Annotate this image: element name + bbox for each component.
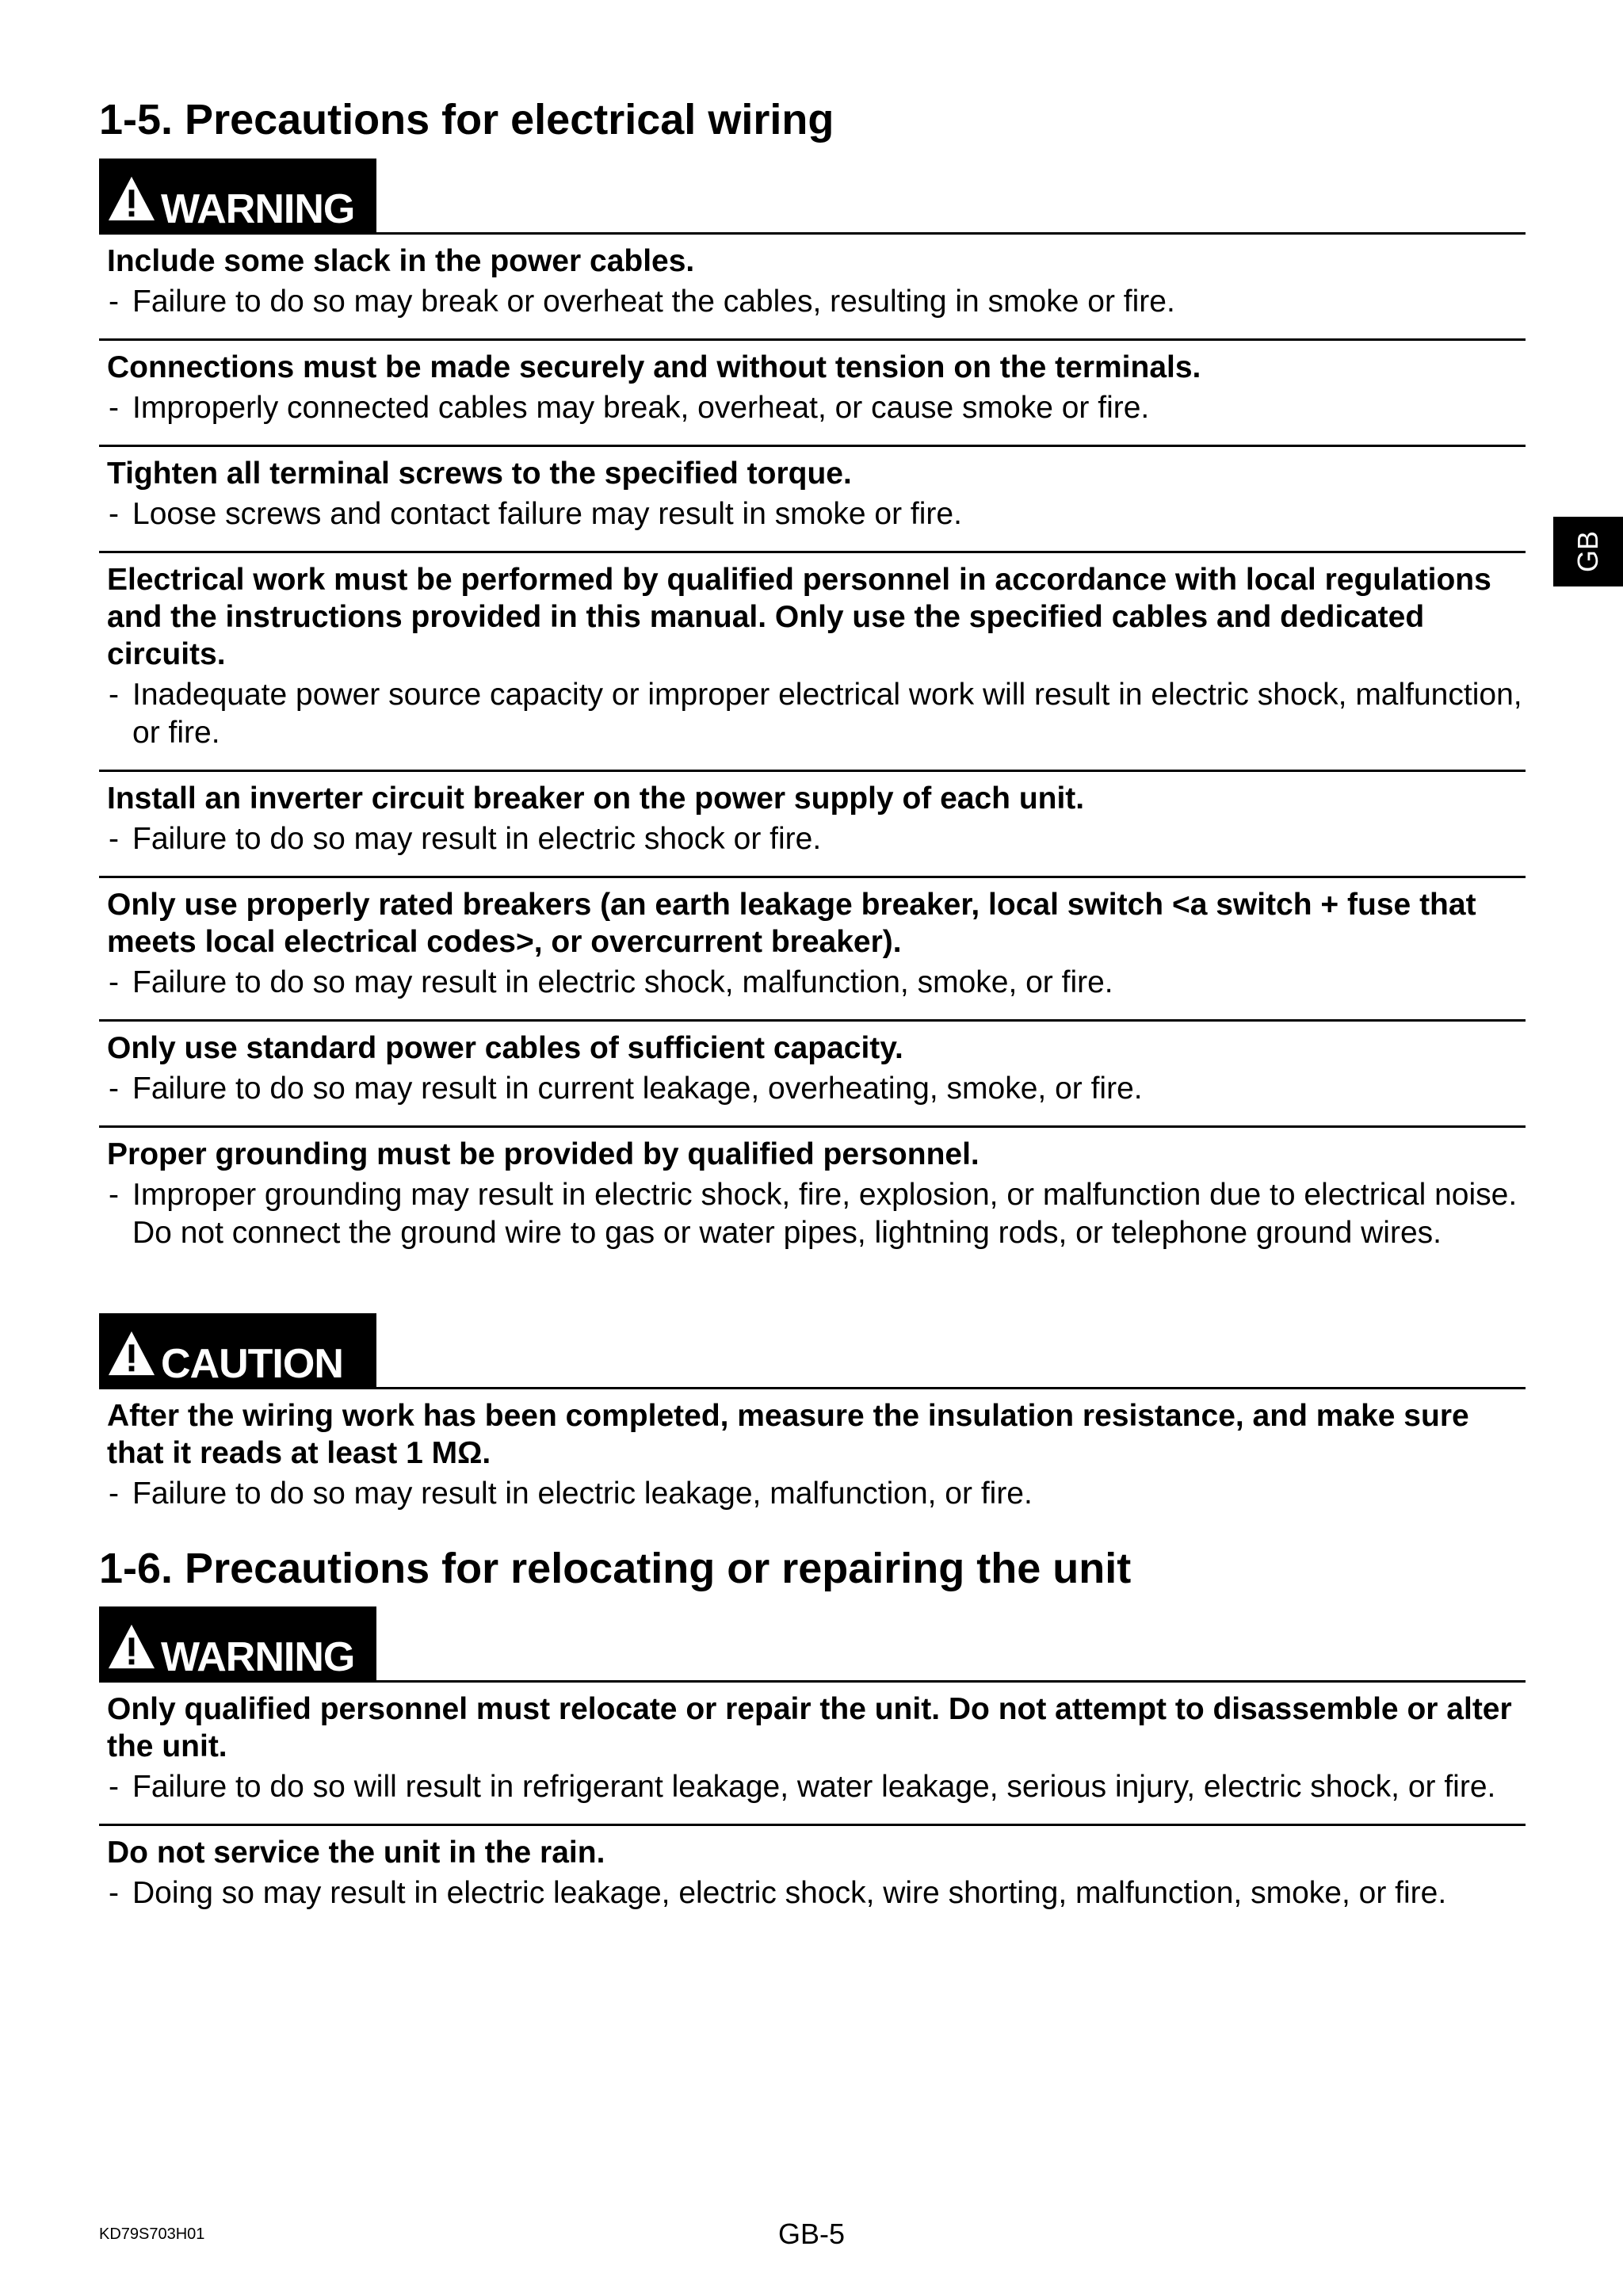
warning-triangle-icon	[107, 1622, 156, 1671]
list-item	[99, 876, 1526, 1019]
item-desc: - Improper grounding may result in electric shock, fire, explosion, or malfunction due to electrical noise. Do not connect the ground wire to gas or water pipes, lightning rods, or telephone ground wires.	[109, 1178, 1518, 1250]
item-title: Connections must be made securely and without tension on the terminals.	[107, 350, 1201, 384]
item-desc: - Inadequate power source capacity or improper electrical work will result in electric shock, malfunction, or fire.	[109, 678, 1522, 750]
warning-items-1-6	[99, 1680, 1526, 1930]
warning-label-text: WARNING	[161, 186, 355, 232]
language-tab	[1553, 517, 1623, 586]
item-title: Only qualified personnel must relocate or repair the unit. Do not attempt to disassemble or alter the unit.	[107, 1692, 1512, 1763]
list-item	[99, 1125, 1526, 1270]
item-title: Include some slack in the power cables.	[107, 244, 695, 278]
warning-triangle-icon	[107, 174, 156, 223]
list-item	[99, 551, 1526, 770]
item-title: Proper grounding must be provided by qualified personnel.	[107, 1137, 980, 1171]
item-desc: - Failure to do so may result in electric shock, malfunction, smoke, or fire.	[109, 965, 1113, 999]
warning-label-text: WARNING	[161, 1634, 355, 1680]
item-desc: - Loose screws and contact failure may result in smoke or fire.	[109, 497, 962, 531]
list-item	[99, 1824, 1526, 1930]
caution-badge	[99, 1313, 376, 1389]
warning-badge	[99, 159, 376, 235]
warning-items-1-5	[99, 232, 1526, 1270]
item-desc: - Improperly connected cables may break, overheat, or cause smoke or fire.	[109, 391, 1150, 425]
list-item	[99, 232, 1526, 338]
caution-label-text: CAUTION	[161, 1341, 343, 1387]
list-item	[99, 1019, 1526, 1125]
item-title: Only use standard power cables of sufficient capacity.	[107, 1031, 903, 1065]
warning-badge	[99, 1606, 376, 1683]
item-desc: - Failure to do so may result in electric shock or fire.	[109, 822, 822, 856]
list-item	[99, 445, 1526, 551]
page-number: GB-5	[778, 2218, 846, 2250]
list-item	[99, 1680, 1526, 1824]
item-title: Only use properly rated breakers (an earth leakage breaker, local switch <a switch + fuse that meets local electrical codes>, or overcurrent breaker).	[107, 888, 1476, 959]
list-item	[99, 770, 1526, 876]
item-title: Tighten all terminal screws to the specified torque.	[107, 457, 852, 491]
warning-label-1	[99, 159, 1526, 232]
list-item	[99, 338, 1526, 445]
item-title: After the wiring work has been completed, measure the insulation resistance, and make sure that it reads at least 1 MΩ.	[107, 1399, 1469, 1470]
caution-label	[99, 1313, 1526, 1387]
section-title-1-5: 1-5. Precautions for electrical wiring	[99, 96, 834, 143]
document-code: KD79S703H01	[99, 2225, 205, 2243]
caution-triangle-icon	[107, 1329, 156, 1378]
list-item	[99, 1387, 1526, 1530]
item-desc: - Failure to do so will result in refrigerant leakage, water leakage, serious injury, electric shock, or fire.	[109, 1770, 1496, 1804]
warning-label-2	[99, 1606, 1526, 1680]
item-desc: - Failure to do so may result in current leakage, overheating, smoke, or fire.	[109, 1072, 1143, 1106]
language-tab-label: GB	[1571, 530, 1604, 573]
item-desc: - Doing so may result in electric leakage, electric shock, wire shorting, malfunction, smoke, or fire.	[109, 1876, 1447, 1910]
item-desc: - Failure to do so may break or overheat the cables, resulting in smoke or fire.	[109, 285, 1175, 319]
caution-items-1-5	[99, 1387, 1526, 1530]
item-desc: - Failure to do so may result in electric leakage, malfunction, or fire.	[109, 1477, 1033, 1511]
item-title: Electrical work must be performed by qualified personnel in accordance with local regulations and the instructions provided in this manual. Only use the specified cables and dedicated circuits.	[107, 563, 1491, 671]
item-title: Do not service the unit in the rain.	[107, 1836, 605, 1870]
item-title: Install an inverter circuit breaker on the power supply of each unit.	[107, 781, 1085, 816]
section-title-1-6: 1-6. Precautions for relocating or repairing the unit	[99, 1545, 1132, 1592]
